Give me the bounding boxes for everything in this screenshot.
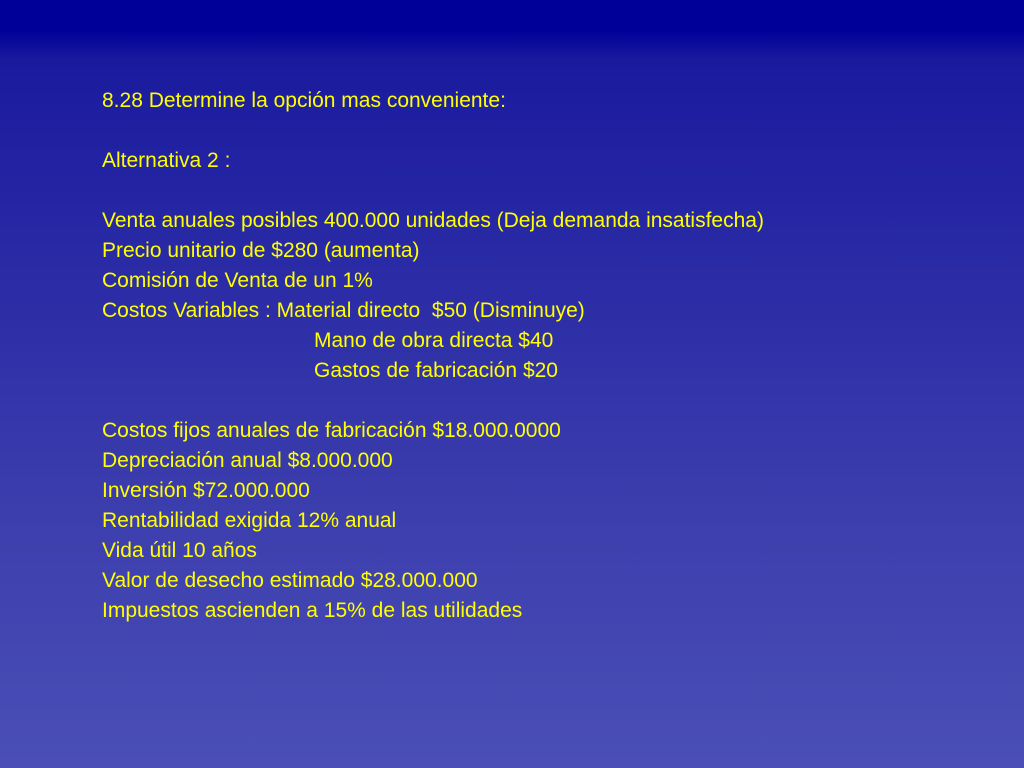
manufacturing-expenses-line: Gastos de fabricación $20 — [314, 359, 558, 382]
slide-content — [102, 86, 982, 626]
direct-labor-line: Mano de obra directa $40 — [314, 329, 554, 352]
taxes-line: Impuestos ascienden a 15% de las utilidades — [102, 599, 523, 622]
slide-title: 8.28 Determine la opción mas conveniente: — [102, 89, 506, 112]
alternative-label: Alternativa 2 : — [102, 149, 231, 172]
sales-commission-line: Comisión de Venta de un 1% — [102, 269, 373, 292]
spacer — [102, 176, 982, 206]
useful-life-line: Vida útil 10 años — [102, 539, 257, 562]
sales-volume-line: Venta anuales posibles 400.000 unidades (Deja demanda insatisfecha) — [102, 209, 764, 232]
fixed-costs-line: Costos fijos anuales de fabricación $18.000.0000 — [102, 419, 561, 442]
unit-price-line: Precio unitario de $280 (aumenta) — [102, 239, 420, 262]
required-return-line: Rentabilidad exigida 12% anual — [102, 509, 397, 532]
spacer — [102, 116, 982, 146]
investment-line: Inversión $72.000.000 — [102, 479, 310, 502]
spacer — [102, 386, 982, 416]
variable-costs-line: Costos Variables : Material directo $50 (Disminuye) — [102, 299, 585, 322]
depreciation-line: Depreciación anual $8.000.000 — [102, 449, 393, 472]
salvage-value-line: Valor de desecho estimado $28.000.000 — [102, 569, 478, 592]
